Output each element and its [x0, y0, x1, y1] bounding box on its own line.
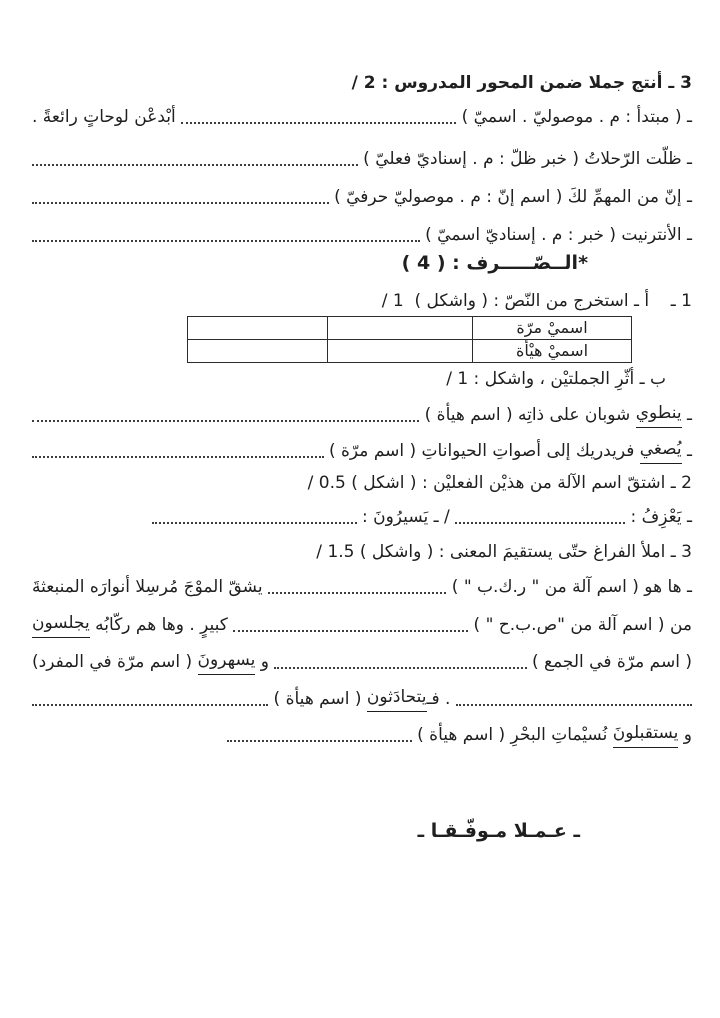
sarf-section-heading: *الــصّـــــرف : ( 4 ) [401, 252, 588, 274]
q3fill-line-3-prompt: ( اسم مرّة في الجمع ) [526, 652, 692, 672]
q3fill-title: 3 ـ املأ الفراغ حتّى يستقيمَ المعنى : ( واشكل ) 1.5 / [316, 542, 692, 562]
q3-item-2 [32, 146, 692, 172]
q3fill-line-4-mid: . فـ [426, 689, 456, 709]
q3fill-line-5-rest: نُسيْماتِ البحْرِ ( اسم هيأة ) [411, 725, 613, 745]
q3fill-line-2-underlined-verb: يجلسون [32, 610, 90, 638]
q1b-item-2 [32, 436, 692, 464]
table-row-1-answer-cell [328, 317, 473, 340]
q3fill-line-5 [32, 720, 692, 748]
q2-title: 2 ـ اشتقّ اسم الآلة من هذيْن الفعليْن : ( اشكل ) 0.5 / [307, 473, 692, 493]
table-row-2-answer-cell-2 [188, 340, 328, 363]
q2-verb-1: ـ يَعْزِفُ : [625, 507, 692, 527]
answer-blank [32, 420, 419, 422]
answer-blank [456, 704, 692, 706]
answer-blank [455, 522, 625, 524]
table-row-2-answer-cell [328, 340, 473, 363]
q3fill-line-5-underlined-verb: يستقبلونَ [613, 720, 679, 748]
q1b-item-2-rest: فريدريك إلى أصواتِ الحيواناتِ ( اسم مرّة ) [323, 441, 640, 461]
answer-blank [32, 240, 420, 242]
table-row-1-answer-cell-2 [188, 317, 328, 340]
q3-item-1 [32, 104, 692, 130]
q3-item-1-prompt: ـ ( مبتدأ : م . موصوليّ . اسميّ ) [456, 107, 692, 127]
q3-title: 3 ـ أنتج جملا ضمن المحور المدروس : 2 / [351, 73, 692, 93]
q3fill-line-5-waw: و [678, 725, 692, 745]
q1b-item-1 [32, 400, 692, 428]
q1b-item-1-underlined-verb: ينطوي [636, 400, 682, 428]
q1b-item-1-dash: ـ [681, 405, 692, 425]
q3fill-line-2-mid: كبيرٍ . وها هم ركّابُه [89, 615, 234, 635]
q1b-item-2-dash: ـ [681, 441, 692, 461]
q2-verbs-line [32, 504, 692, 530]
answer-blank [32, 704, 268, 706]
q1b-title: ب ـ أثّرِ الجملتيْن ، واشكل : 1 / [446, 369, 666, 389]
q1b-item-1-rest: شوبان على ذاتِه ( اسم هيأة ) [419, 405, 636, 425]
table-row-2-label: اسميْ هيْأة [473, 340, 632, 363]
q2-verb-2: / ـ يَسيرُونَ : [356, 507, 456, 527]
q3fill-line-3-mid: و [255, 652, 275, 672]
answer-blank [227, 740, 412, 742]
q1a-title: 1 ـ أ ـ استخرج من النّصّ : ( واشكل ) 1 / [381, 291, 692, 311]
q3fill-line-1 [32, 574, 692, 600]
q3fill-line-4 [32, 684, 692, 712]
answer-blank [233, 630, 468, 632]
q3fill-line-1-tail: يشقّ الموْجَ مُرسِلا أنوارَه المنبعثةَ [32, 577, 268, 597]
table-row [188, 340, 632, 363]
q3-item-4 [32, 222, 692, 248]
q1b-item-2-underlined-verb: يُصغي [640, 436, 682, 464]
q3-item-3-prompt: ـ إنّ من المهمِّ لكَ ( اسم إنّ : م . موصوليّ حرفيّ ) [328, 187, 692, 207]
q3fill-line-3-tail: ( اسم مرّة في المفرد) [32, 652, 198, 672]
q3-item-3 [32, 184, 692, 210]
answer-blank [32, 456, 324, 458]
q3-item-1-tail: أبْدعْن لوحاتٍ رائعةً . [32, 107, 182, 127]
table-row-1-label: اسميْ مرّة [473, 317, 632, 340]
answer-blank [32, 164, 358, 166]
footer-good-luck: ـ عـمـلا مـوفّـقـا ـ [417, 820, 580, 842]
q3fill-line-3 [32, 647, 692, 675]
answer-blank [181, 122, 456, 124]
q3-item-4-prompt: ـ الأنترنيت ( خبر : م . إسناديّ اسميّ ) [419, 225, 692, 245]
answer-blank [32, 202, 329, 204]
q3fill-line-4-tail: ( اسم هيأة ) [268, 689, 367, 709]
q3fill-line-2-prompt: من ( اسم آلة من "ص.ب.ح " ) [468, 615, 692, 635]
q3fill-line-1-prompt: ـ ها هو ( اسم آلة من " ر.ك.ب " ) [446, 577, 692, 597]
answer-blank [274, 667, 526, 669]
answer-blank [152, 522, 357, 524]
q3fill-line-4-underlined-verb: يتحادَثون [367, 684, 427, 712]
answer-blank [268, 592, 446, 594]
table-row [188, 317, 632, 340]
extract-table [187, 316, 632, 363]
q3fill-line-3-underlined-verb: يسهرونَ [198, 647, 256, 675]
q3fill-line-2 [32, 610, 692, 638]
q3-item-2-prompt: ـ ظلّت الرّحلاتُ ( خبر ظلّ : م . إسناديّ فعليّ ) [357, 149, 692, 169]
